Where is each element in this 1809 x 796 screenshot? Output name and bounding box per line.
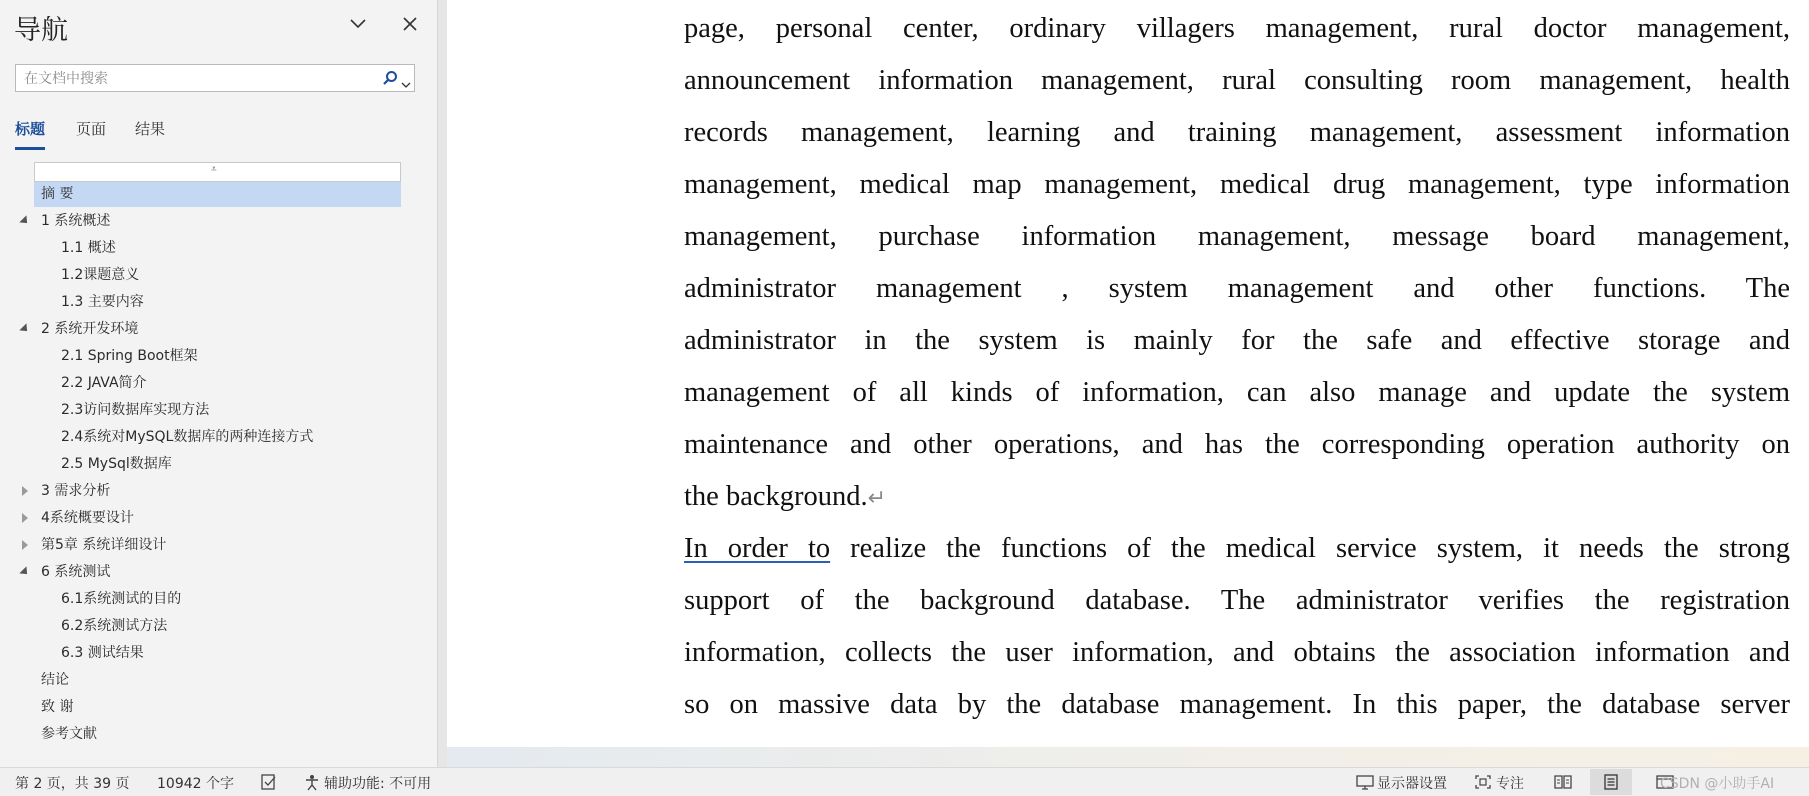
nav-heading-item[interactable] [0, 425, 437, 450]
search-dropdown-icon[interactable] [401, 74, 411, 93]
read-mode-icon[interactable] [1554, 774, 1572, 794]
document-line-text: management, medical map management, medical drug management, type information [684, 169, 1790, 200]
nav-heading-label: 6 系统测试 [41, 564, 111, 580]
document-line-text: administrator in the system is mainly for the safe and effective storage and [684, 325, 1790, 356]
document-line-text: maintenance and other operations, and has the corresponding operation authority on [684, 429, 1790, 460]
paragraph-mark-icon: ↵ [867, 485, 887, 510]
document-line-text: realize the functions of the medical service system, it needs the strong [850, 533, 1790, 564]
document-line-text: management of all kinds of information, can also manage and update the system [684, 377, 1790, 408]
page-count[interactable]: 第 2 页，共 39 页 [15, 776, 130, 792]
document-line[interactable] [684, 367, 1790, 419]
nav-heading-label: 1.1 概述 [61, 240, 116, 256]
document-line[interactable] [684, 107, 1790, 159]
document-line[interactable] [684, 159, 1790, 211]
nav-heading-item[interactable] [0, 587, 437, 612]
accessibility-status[interactable]: 辅助功能: 不可用 [324, 776, 432, 792]
nav-search-input[interactable] [22, 67, 376, 91]
nav-search-box[interactable] [15, 64, 415, 92]
document-line-text: support of the background database. The administrator verifies the registration [684, 585, 1790, 616]
nav-heading-item[interactable] [0, 614, 437, 639]
navigation-pane [0, 0, 437, 767]
nav-heading-item[interactable] [0, 560, 437, 585]
document-line[interactable] [684, 575, 1790, 627]
nav-heading-label: 1 系统概述 [41, 213, 111, 229]
document-line[interactable] [684, 315, 1790, 367]
status-bar [0, 767, 1809, 796]
nav-close-icon[interactable] [396, 10, 424, 38]
document-line-text: so on massive data by the database management. In this paper, the database server [684, 689, 1790, 720]
document-line[interactable] [684, 679, 1790, 731]
nav-heading-label: 结论 [41, 672, 69, 688]
nav-title: 导航 [14, 15, 68, 46]
watermark-text: CSDN @小助手AI [1660, 776, 1775, 792]
nav-heading-item[interactable] [0, 398, 437, 423]
document-line[interactable] [684, 3, 1790, 55]
tab-pages[interactable]: 页面 [76, 120, 107, 138]
nav-heading-label: 6.1系统测试的目的 [61, 591, 182, 607]
collapse-up-icon: ⩡ [211, 164, 217, 175]
nav-heading-item[interactable] [0, 236, 437, 261]
document-line[interactable] [684, 263, 1790, 315]
nav-heading-label: 2.4系统对MySQL数据库的两种连接方式 [61, 429, 314, 445]
nav-heading-item[interactable] [0, 209, 437, 234]
display-settings-button[interactable]: 显示器设置 [1377, 776, 1447, 792]
nav-heading-item[interactable] [0, 317, 437, 342]
nav-heading-label: 致 谢 [41, 699, 74, 715]
nav-heading-label: 第5章 系统详细设计 [41, 537, 167, 553]
nav-heading-label: 3 需求分析 [41, 483, 111, 499]
nav-heading-item[interactable] [0, 479, 437, 504]
nav-options-chevron-icon[interactable] [344, 10, 372, 38]
document-line[interactable] [684, 523, 1790, 575]
nav-heading-item[interactable] [0, 263, 437, 288]
tab-results[interactable]: 结果 [135, 120, 166, 138]
expanded-triangle-icon[interactable] [19, 566, 30, 577]
document-line[interactable] [684, 419, 1790, 471]
nav-heading-item[interactable] [34, 182, 401, 207]
nav-heading-label: 2.1 Spring Boot框架 [61, 348, 198, 364]
document-line-text: page, personal center, ordinary villagers management, rural doctor management, [684, 13, 1790, 44]
focus-icon[interactable] [1474, 774, 1492, 794]
expanded-triangle-icon[interactable] [19, 215, 30, 226]
nav-heading-label: 4系统概要设计 [41, 510, 134, 526]
accessibility-icon[interactable] [303, 774, 321, 795]
tab-headings[interactable]: 标题 [15, 118, 45, 150]
nav-heading-label: 6.3 测试结果 [61, 645, 144, 661]
nav-heading-label: 摘 要 [41, 186, 74, 202]
document-line-text: information, collects the user information, and obtains the association information and [684, 637, 1790, 668]
nav-heading-item[interactable] [0, 344, 437, 369]
nav-heading-label: 参考文献 [41, 726, 97, 742]
nav-heading-item[interactable] [0, 722, 437, 747]
focus-mode-button[interactable]: 专注 [1496, 776, 1524, 792]
document-line[interactable] [684, 211, 1790, 263]
document-line-text: the background. [684, 481, 868, 512]
nav-heading-item[interactable] [0, 668, 437, 693]
document-line[interactable] [684, 471, 1790, 523]
document-line-text: announcement information management, rural consulting room management, health [684, 65, 1790, 96]
document-line-text: management, purchase information management, message board management, [684, 221, 1790, 252]
document-line-text: records management, learning and training management, assessment information [684, 117, 1790, 148]
nav-heading-label: 1.2课题意义 [61, 267, 140, 283]
nav-heading-item[interactable] [0, 641, 437, 666]
nav-heading-label: 2.2 JAVA简介 [61, 375, 147, 391]
collapsed-triangle-icon[interactable] [22, 540, 28, 550]
nav-heading-label: 2.5 MySql数据库 [61, 456, 172, 472]
document-line-text: administrator management , system management and other functions. The [684, 273, 1790, 304]
nav-heading-item[interactable] [0, 695, 437, 720]
collapse-all-button[interactable] [34, 162, 401, 182]
word-count[interactable]: 10942 个字 [157, 776, 234, 792]
nav-heading-label: 2.3访问数据库实现方法 [61, 402, 210, 418]
document-page[interactable] [447, 0, 1809, 747]
nav-heading-item[interactable] [0, 506, 437, 531]
collapsed-triangle-icon[interactable] [22, 513, 28, 523]
search-icon[interactable] [382, 70, 398, 90]
document-line[interactable] [684, 627, 1790, 679]
nav-heading-label: 1.3 主要内容 [61, 294, 144, 310]
nav-heading-label: 2 系统开发环境 [41, 321, 139, 337]
nav-heading-item[interactable] [0, 290, 437, 315]
display-settings-icon[interactable] [1356, 774, 1374, 794]
print-layout-icon[interactable] [1603, 774, 1619, 794]
nav-heading-item[interactable] [0, 371, 437, 396]
proofing-icon[interactable] [260, 774, 278, 794]
nav-heading-label: 6.2系统测试方法 [61, 618, 168, 634]
nav-heading-item[interactable] [0, 533, 437, 558]
spellcheck-underlined-phrase[interactable]: In order to [684, 533, 831, 564]
expanded-triangle-icon[interactable] [19, 323, 30, 334]
document-line[interactable] [684, 55, 1790, 107]
collapsed-triangle-icon[interactable] [22, 486, 28, 496]
nav-heading-item[interactable] [0, 452, 437, 477]
document-bottom-edge [447, 747, 1809, 767]
